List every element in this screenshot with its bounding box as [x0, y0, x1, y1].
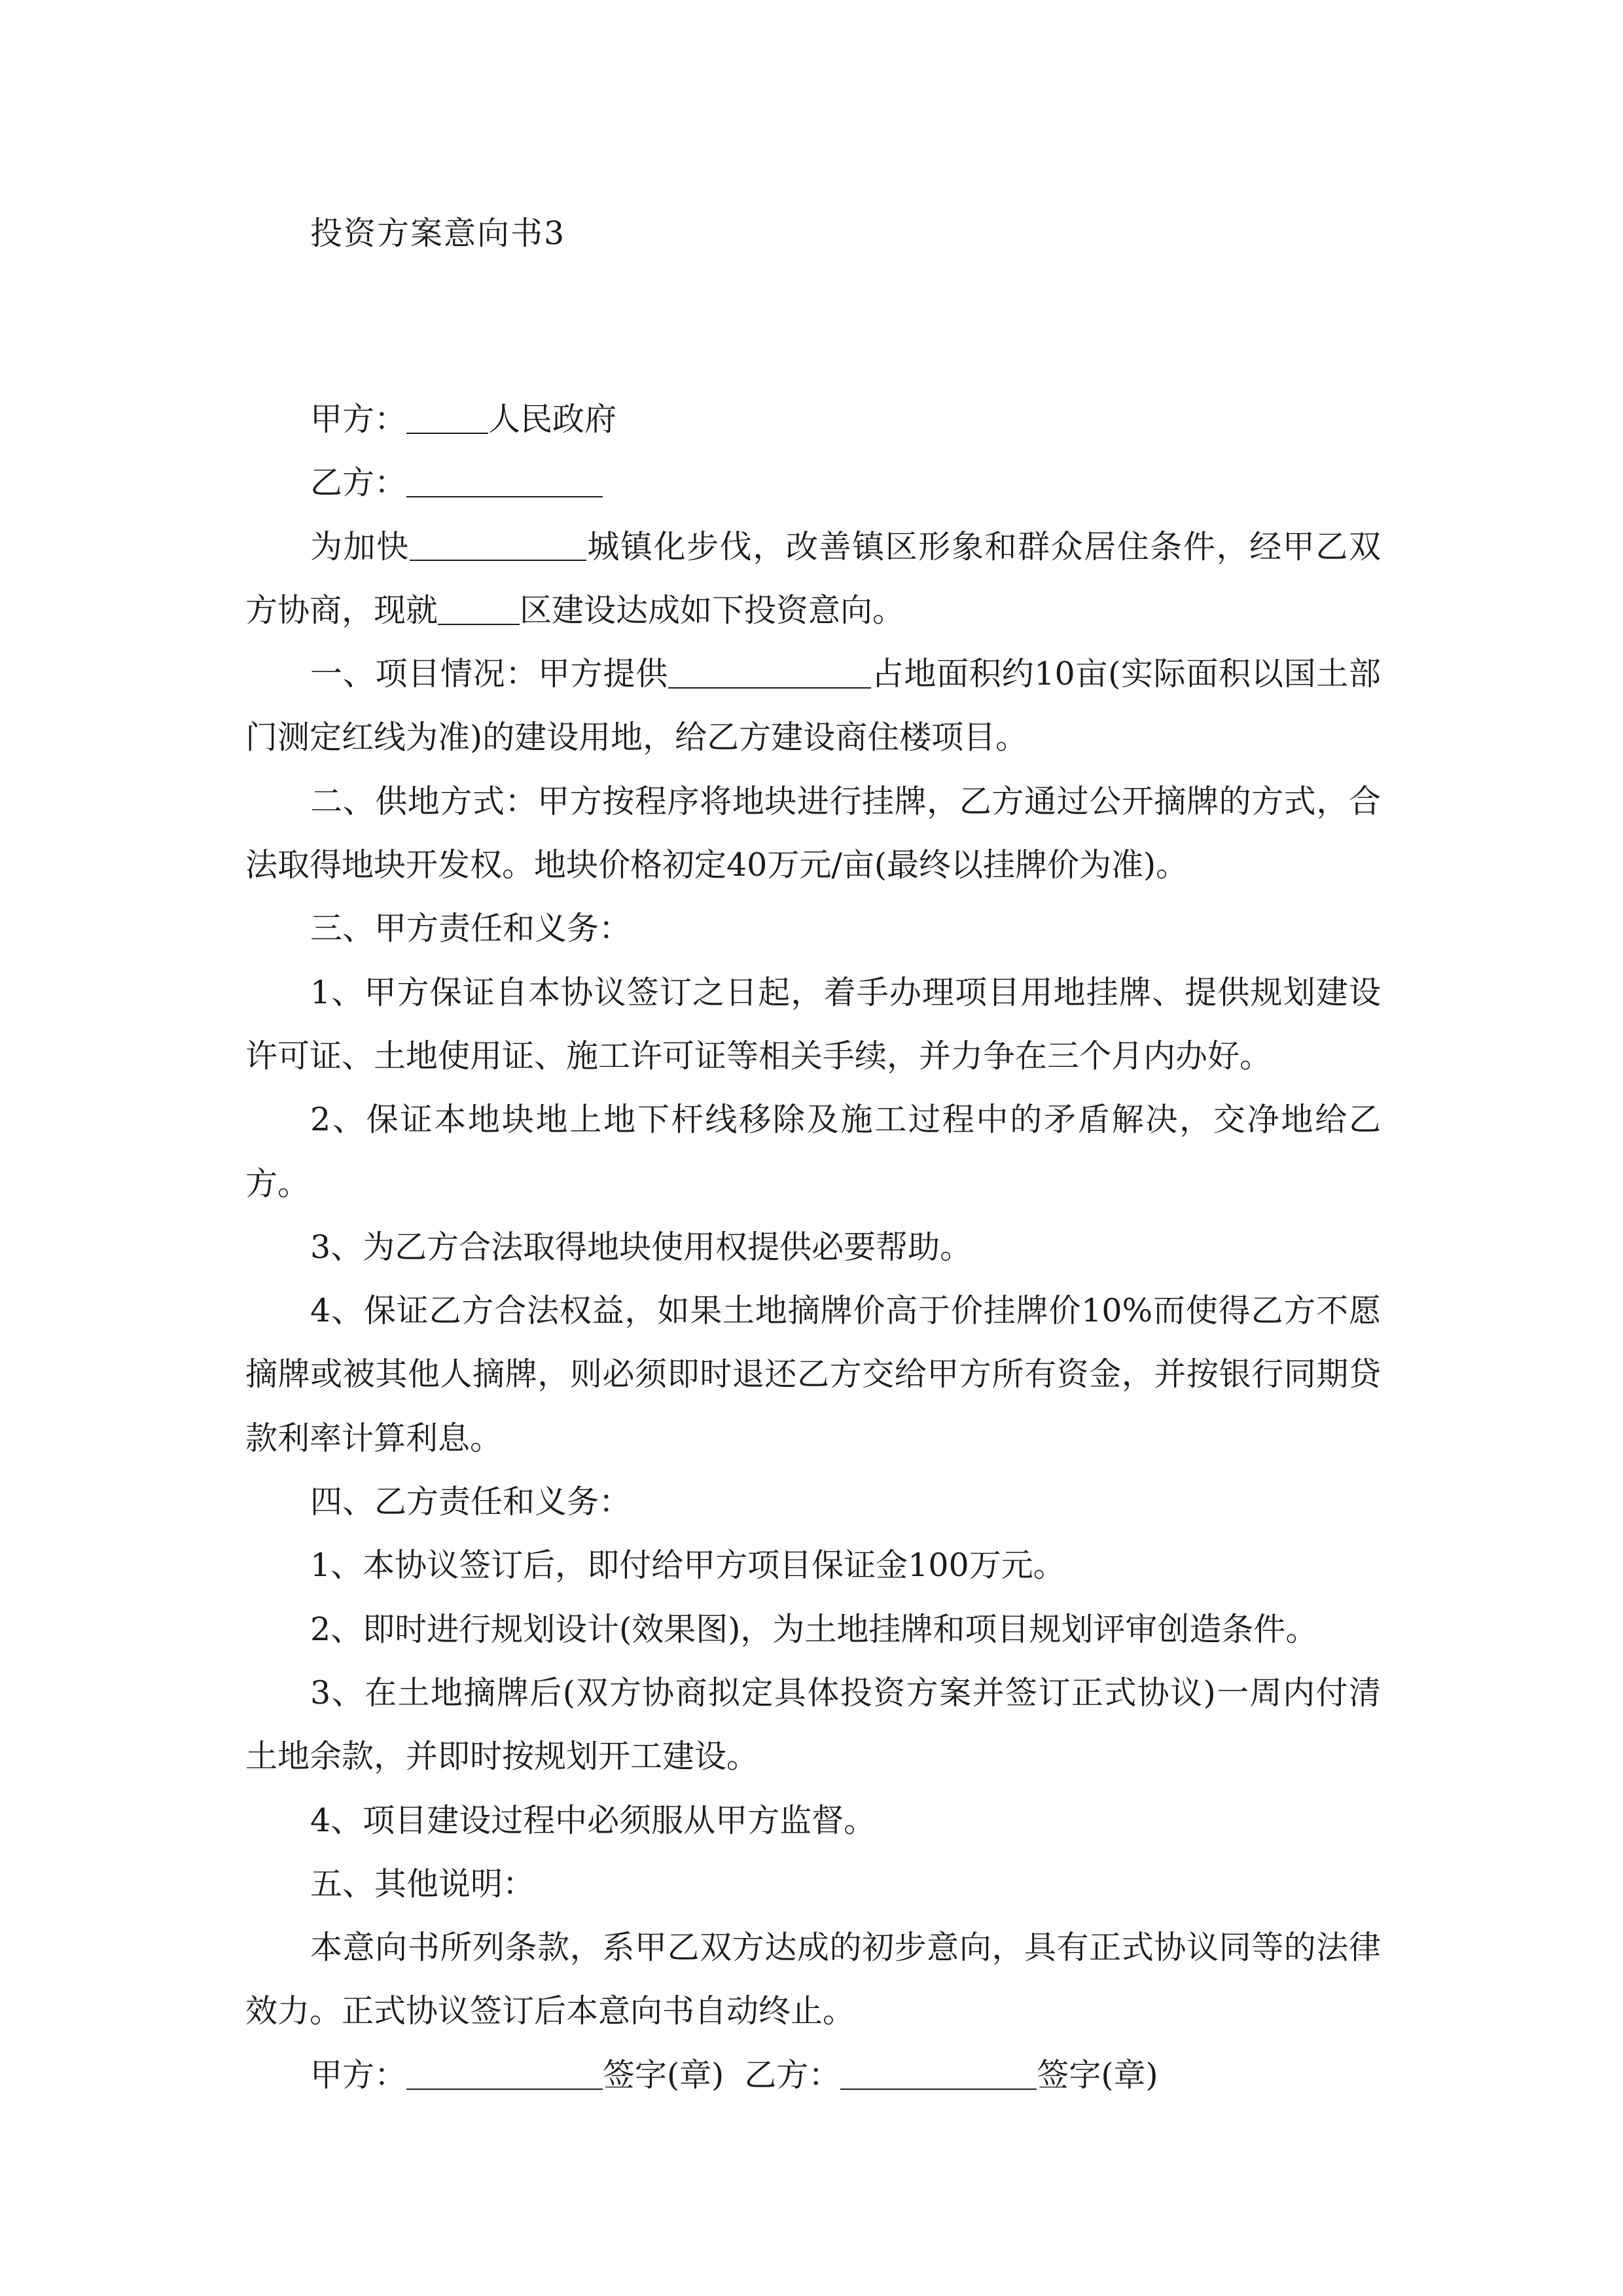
- section4-item: 3、在土地摘牌后(双方协商拟定具体投资方案并签订正式协议)一周内付清土地余款，并即时按规划开工建设。: [245, 1674, 1381, 1776]
- district-blank: [438, 590, 520, 624]
- signature-line: [245, 2043, 1381, 2107]
- sign-party-b-label: 乙方：: [744, 2056, 841, 2094]
- party-a-line: [245, 387, 1381, 451]
- section2-paragraph: 二、供地方式：甲方按程序将地块进行挂牌，乙方通过公开摘牌的方式，合法取得地块开发权。地块价格初定40万元/亩(最终以挂牌价为准)。: [245, 782, 1381, 884]
- party-b-blank: [406, 463, 603, 497]
- intro-paragraph: [245, 515, 1381, 643]
- party-a-name: 人民政府: [488, 401, 617, 438]
- section1-paragraph: [245, 642, 1381, 770]
- intro-text-3: 区建设达成如下投资意向。: [520, 591, 905, 629]
- section3-heading: 三、甲方责任和义务：: [310, 910, 632, 948]
- section4-heading: 四、乙方责任和义务：: [310, 1483, 632, 1521]
- section3-item: 4、保证乙方合法权益，如果土地摘牌价高于价挂牌价10%而使得乙方不愿摘牌或被其他人摘牌，则必须即时退还乙方交给甲方所有资金，并按银行同期贷款利率计算利息。: [245, 1292, 1381, 1457]
- section1-text-2: 占地面积约10亩(实际面积以国土部门测定红线为准)的建设用地，给乙方建设商住楼项目。: [245, 655, 1381, 757]
- sign-b-blank: [840, 2054, 1037, 2089]
- section4-item: 1、本协议签订后，即付给甲方项目保证金100万元。: [310, 1547, 1065, 1585]
- document-title: 投资方案意向书3: [310, 215, 566, 252]
- party-b-line: [245, 451, 1381, 514]
- land-blank: [668, 654, 871, 689]
- sign-b-text: 签字(章): [1037, 2056, 1158, 2094]
- section1-text-1: 一、项目情况：甲方提供: [310, 655, 668, 693]
- sign-a-text: 签字(章): [603, 2056, 724, 2094]
- intro-text-1: 为加快: [310, 528, 410, 565]
- party-b-label: 乙方：: [310, 464, 407, 502]
- section3-item: 2、保证本地块地上地下杆线移除及施工过程中的矛盾解决，交净地给乙方。: [245, 1101, 1381, 1202]
- intro-text-2: 城镇化步伐，改善镇区形象和群众居住条件，经甲乙双方协商，现就: [245, 528, 1381, 629]
- section3-item: 1、甲方保证自本协议签订之日起，着手办理项目用地挂牌、提供规划建设许可证、土地使用证、施工许可证等相关手续，并力争在三个月内办好。: [245, 973, 1381, 1075]
- section5-heading: 五、其他说明：: [310, 1865, 535, 1903]
- section4-item: 2、即时进行规划设计(效果图)，为土地挂牌和项目规划评审创造条件。: [310, 1610, 1318, 1648]
- sign-party-a-label: 甲方：: [310, 2056, 407, 2094]
- section3-item: 3、为乙方合法取得地块使用权提供必要帮助。: [310, 1228, 972, 1266]
- party-a-blank: [406, 399, 488, 433]
- document-body: [245, 387, 1381, 2107]
- section4-item: 4、项目建设过程中必须服从甲方监督。: [310, 1801, 876, 1839]
- party-a-label: 甲方：: [310, 401, 407, 438]
- sign-a-blank: [406, 2054, 603, 2089]
- town-blank: [410, 526, 586, 561]
- section5-text: 本意向书所列条款，系甲乙双方达成的初步意向，具有正式协议同等的法律效力。正式协议签订后本意向书自动终止。: [245, 1929, 1381, 2030]
